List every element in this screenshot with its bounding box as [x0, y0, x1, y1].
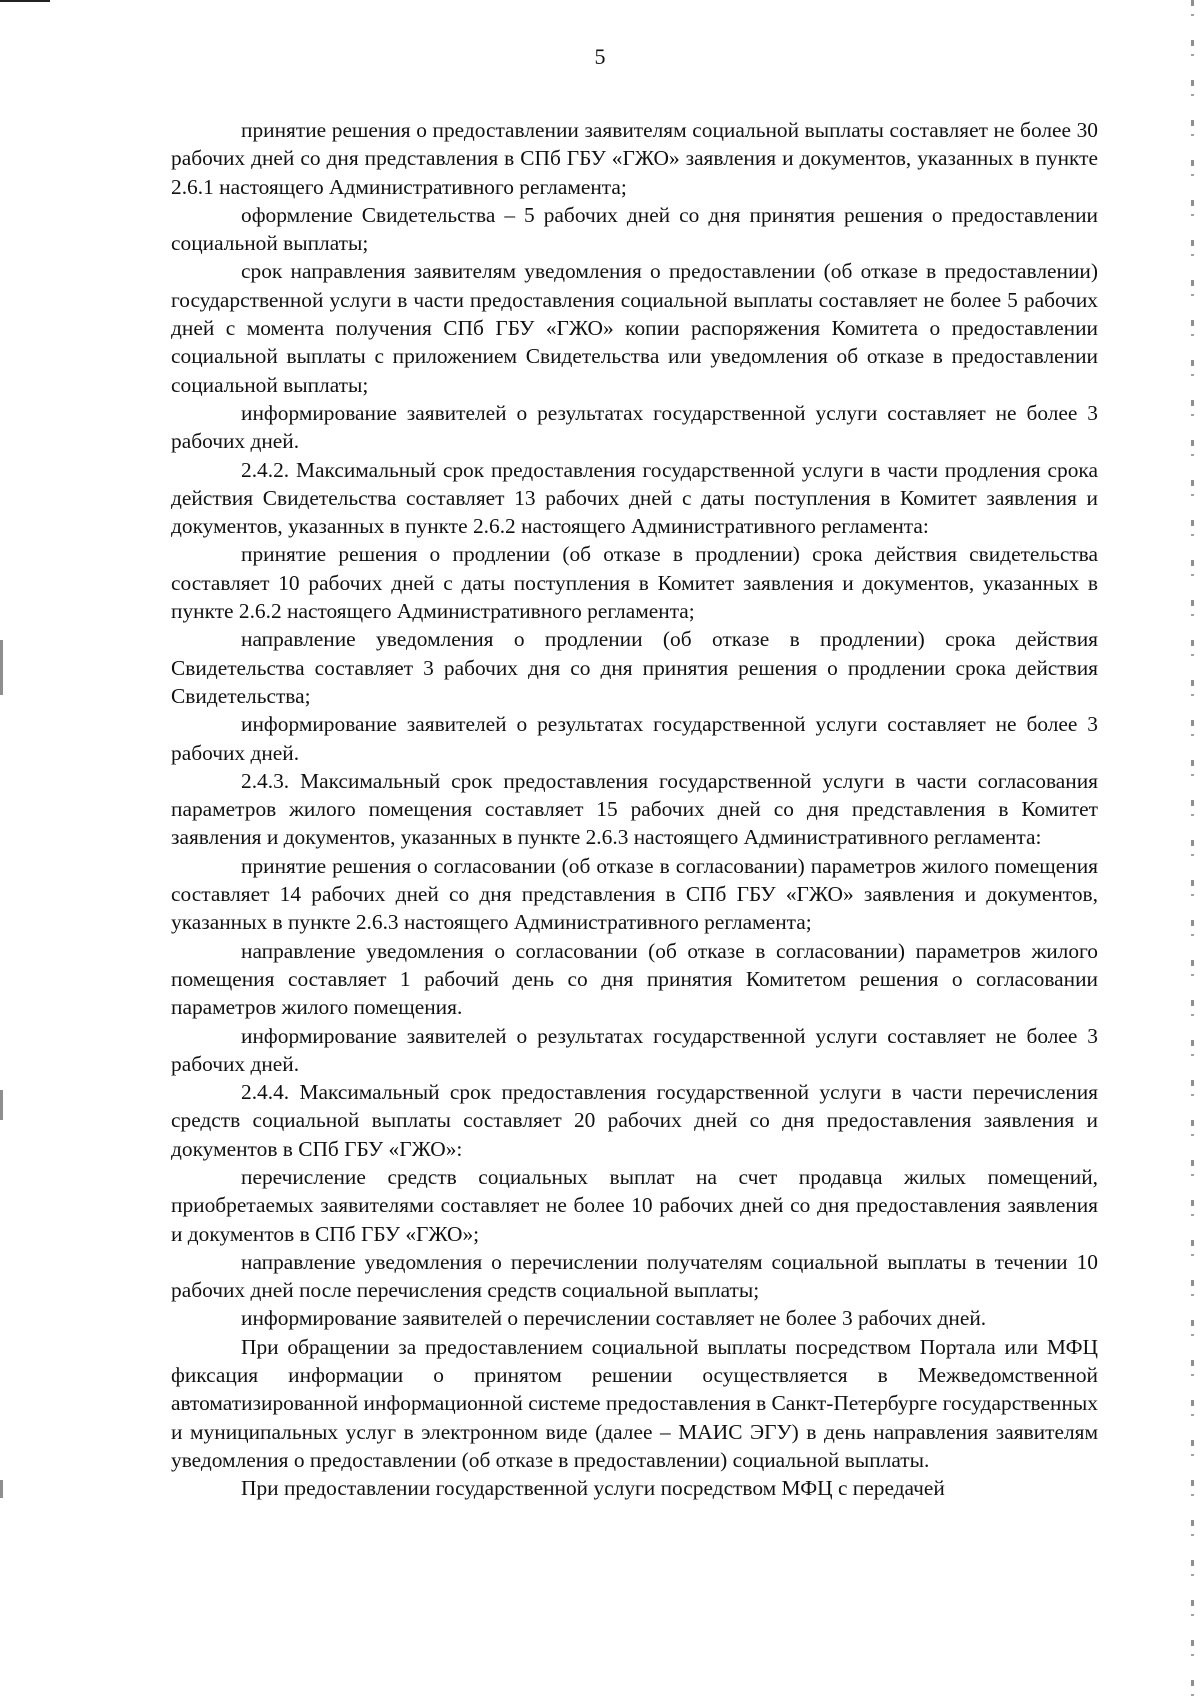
scan-artifact-top	[0, 0, 50, 2]
paragraph: направление уведомления о продлении (об отказе в продлении) срока действия Свидетельства составляет 3 рабочих дня со дня принятия решения о продлении срока действия Свидетельства;	[171, 627, 1098, 708]
paragraph: принятие решения о предоставлении заявителям социальной выплаты составляет не более 30 рабочих дней со дня представления в СПб ГБУ «ГЖО» заявления и документов, указанных в пункте 2.6.1 настоящего Административного регламента;	[171, 118, 1098, 199]
scan-artifact-left-edge-2	[0, 1090, 3, 1120]
paragraph: направление уведомления о перечислении получателям социальной выплаты в течении 10 рабочих дней после перечисления средств социальной выплаты;	[171, 1249, 1098, 1303]
paragraph: направление уведомления о согласовании (об отказе в согласовании) параметров жилого помещения составляет 1 рабочий день со дня принятия Комитетом решения о согласовании параметров жилого помещения.	[171, 938, 1098, 1020]
paragraph: принятие решения о согласовании (об отказе в согласовании) параметров жилого помещения составляет 14 рабочих дней со дня представления в СПб ГБУ «ГЖО» заявления и документов, указанных в пункте 2.6.3 настоящего Административного регламента;	[171, 853, 1098, 935]
paragraph: информирование заявителей о результатах государственной услуги составляет не более 3 рабочих дней.	[171, 712, 1098, 765]
paragraph: оформление Свидетельства – 5 рабочих дней со дня принятия решения о предоставлении социальной выплаты;	[171, 202, 1098, 256]
paragraph: 2.4.2. Максимальный срок предоставления государственной услуги в части продления срока действия Свидетельства составляет 13 рабочих дней с даты поступления в Комитет заявления и документов, указанных в пункте 2.6.2 настоящего Административного регламента:	[171, 457, 1098, 539]
paragraph: информирование заявителей о результатах государственной услуги составляет не более 3 рабочих дней.	[171, 400, 1098, 454]
paragraph: информирование заявителей о результатах государственной услуги составляет не более 3 рабочих дней.	[171, 1023, 1098, 1076]
paragraph: принятие решения о продлении (об отказе в продлении) срока действия свидетельства составляет 10 рабочих дней с даты поступления в Комитет заявления и документов, указанных в пункте 2.6.2 настоящего Административного регламента;	[171, 542, 1098, 624]
paragraph: перечисление средств социальных выплат на счет продавца жилых помещений, приобретаемых заявителями составляет не более 10 рабочих дней со дня предоставления заявления и документов в СПб ГБУ «ГЖО»;	[171, 1164, 1098, 1246]
paragraph: срок направления заявителям уведомления о предоставлении (об отказе в предоставлении) государственной услуги в части предоставления социальной выплаты составляет не более 5 рабочих дней с момента получения СПб ГБУ «ГЖО» копии распоряжения Комитета о предоставлении социальной выплаты с приложением Свидетельства или уведомления об отказе в предоставлении социальной выплаты;	[171, 259, 1098, 397]
scan-artifact-left-edge-1	[0, 640, 3, 695]
paragraph: При предоставлении государственной услуги посредством МФЦ с передачей	[241, 1476, 945, 1501]
paragraph: информирование заявителей о перечислении составляет не более 3 рабочих дней.	[241, 1306, 987, 1331]
paragraph: 2.4.3. Максимальный срок предоставления государственной услуги в части согласования параметров жилого помещения составляет 15 рабочих дней со дня представления в Комитет заявления и документов, указанных в пункте 2.6.3 настоящего Административного регламента:	[171, 768, 1098, 850]
document-body	[171, 116, 1098, 1503]
page-number: 5	[594, 44, 606, 69]
scan-artifact-left-edge-3	[0, 1480, 3, 1498]
paragraph: При обращении за предоставлением социальной выплаты посредством Портала или МФЦ фиксация информации о принятом решении осуществляется в Межведомственной автоматизированной информационной системе предоставления в Санкт-Петербурге государственных и муниципальных услуг в электронном виде (далее – МАИС ЭГУ) в день направления заявителям уведомления о предоставлении (об отказе в предоставлении) социальной выплаты.	[171, 1334, 1098, 1472]
scan-artifact-right-edge	[1191, 0, 1194, 1697]
paragraph: 2.4.4. Максимальный срок предоставления государственной услуги в части перечисления средств социальной выплаты составляет 20 рабочих дней со дня предоставления заявления и документов в СПб ГБУ «ГЖО»:	[171, 1080, 1098, 1161]
